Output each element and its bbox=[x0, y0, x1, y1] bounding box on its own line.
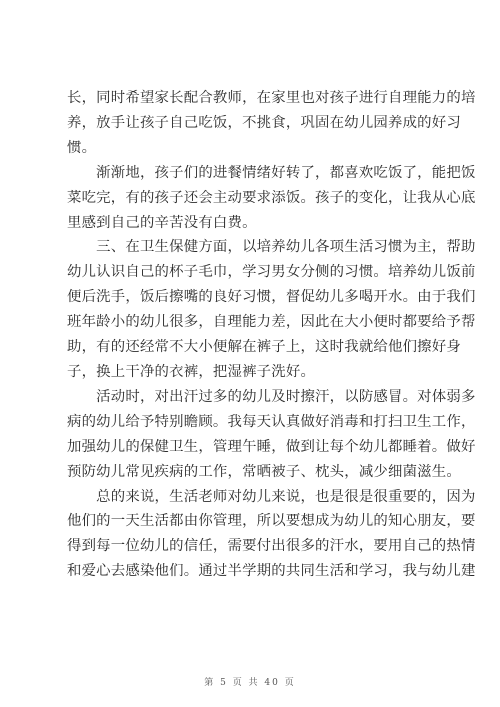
paragraph-4 bbox=[67, 385, 476, 485]
text-line: 幼儿认识自己的杯子毛巾，学习男女分侧的习惯。培养幼儿饭前 bbox=[67, 264, 476, 281]
text-line: 病的幼儿给予特别瞻顾。我每天认真做好消毒和打扫卫生工作， bbox=[67, 413, 476, 430]
text-line: 便后洗手，饭后擦嘴的良好习惯，督促幼儿多喝开水。由于我们 bbox=[67, 289, 476, 306]
text-line: 他们的一天生活都由你管理，所以要想成为幼儿的知心朋友，要 bbox=[67, 513, 476, 530]
text-line: 里感到自己的辛苦没有白费。 bbox=[67, 214, 257, 231]
text-line: 子，换上干净的衣裤，把湿裤子洗好。 bbox=[67, 363, 316, 380]
text-line: 得到每一位幼儿的信任，需要付出很多的汗水，要用自己的热情 bbox=[67, 538, 476, 555]
text-line: 预防幼儿常见疾病的工作，常晒被子、枕头，减少细菌滋生。 bbox=[67, 463, 461, 480]
body-text bbox=[67, 86, 476, 584]
paragraph-1 bbox=[67, 86, 476, 161]
text-line: 活动时，对出汗过多的幼儿及时擦汗，以防感冒。对体弱多 bbox=[67, 388, 476, 405]
paragraph-5 bbox=[67, 485, 476, 585]
text-line: 三、在卫生保健方面，以培养幼儿各项生活习惯为主，帮助 bbox=[67, 239, 476, 256]
text-line: 加强幼儿的保健卫生，管理午睡，做到让每个幼儿都睡着。做好 bbox=[67, 438, 476, 455]
text-line: 惯。 bbox=[67, 139, 97, 156]
paragraph-3 bbox=[67, 235, 476, 384]
text-line: 养，放手让孩子自己吃饭，不挑食，巩固在幼儿园养成的好习 bbox=[67, 114, 461, 131]
text-line: 助，有的还经常不大小便解在裤子上，这时我就给他们擦好身 bbox=[67, 339, 461, 356]
text-line: 总的来说，生活老师对幼儿来说，也是很是很重要的，因为 bbox=[67, 488, 476, 505]
text-line: 渐渐地，孩子们的进餐情绪好转了，都喜欢吃饭了，能把饭 bbox=[67, 164, 476, 181]
text-line: 班年龄小的幼儿很多，自理能力差，因此在大小便时都要给予帮 bbox=[67, 314, 476, 331]
text-line: 和爱心去感染他们。通过半学期的共同生活和学习，我与幼儿建 bbox=[67, 563, 476, 580]
text-line: 长，同时希望家长配合教师，在家里也对孩子进行自理能力的培 bbox=[67, 90, 476, 106]
text-line: 菜吃完，有的孩子还会主动要求添饭。孩子的变化，让我从心底 bbox=[67, 189, 476, 206]
page-number-footer: 第 5 页 共 40 页 bbox=[204, 678, 296, 688]
paragraph-2 bbox=[67, 161, 476, 236]
